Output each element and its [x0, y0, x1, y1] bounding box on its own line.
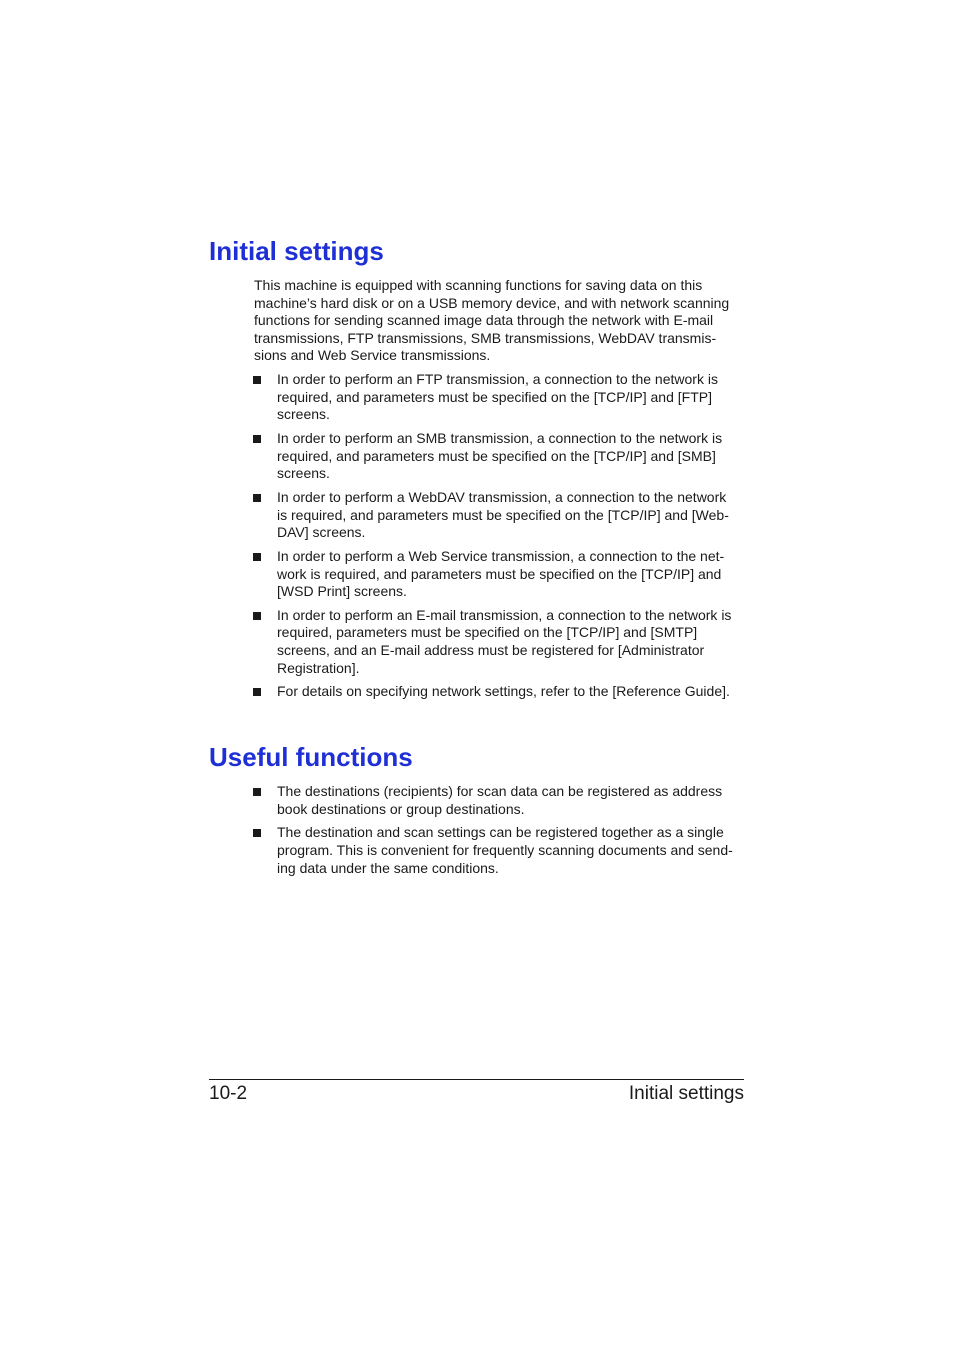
- list-item: [0, 548, 954, 601]
- list-item-line: required, and parameters must be specified on the [TCP/IP] and [SMB]: [277, 447, 716, 464]
- intro-line: sions and Web Service transmissions.: [254, 347, 491, 364]
- bullet-square-icon: [253, 435, 261, 443]
- list-item-line: required, and parameters must be specified on the [TCP/IP] and [FTP]: [277, 388, 712, 405]
- list-item-line: In order to perform an SMB transmission, a connection to the network is: [277, 429, 723, 446]
- list-item-line: DAV] screens.: [277, 524, 366, 541]
- bullet-square-icon: [253, 688, 261, 696]
- bullet-square-icon: [253, 829, 261, 837]
- list-item: [0, 824, 954, 877]
- list-item: [0, 489, 954, 542]
- list-item: [0, 783, 954, 818]
- bullet-square-icon: [253, 788, 261, 796]
- page-number: 10-2: [209, 1083, 248, 1104]
- list-item-line: screens.: [277, 406, 330, 423]
- list-item-line: [WSD Print] screens.: [277, 583, 407, 600]
- bullet-square-icon: [253, 376, 261, 384]
- intro-paragraph: [254, 277, 749, 365]
- list-item-line: For details on specifying network settings, refer to the [Reference Guide].: [277, 683, 730, 700]
- intro-line: machine’s hard disk or on a USB memory device, and with network scanning: [254, 294, 730, 311]
- list-item-line: work is required, and parameters must be specified on the [TCP/IP] and: [277, 565, 722, 582]
- list-item-line: Registration].: [277, 659, 360, 676]
- list-item-line: The destination and scan settings can be registered together as a single: [277, 824, 724, 841]
- list-item-line: program. This is convenient for frequently scanning documents and send-: [277, 841, 733, 858]
- list-item-line: In order to perform a Web Service transmission, a connection to the net-: [277, 547, 725, 564]
- footer-divider: [209, 1079, 744, 1080]
- list-item-line: The destinations (recipients) for scan data can be registered as address: [277, 783, 723, 799]
- useful-functions-bullet-list: [0, 783, 954, 883]
- intro-line: This machine is equipped with scanning functions for saving data on this: [254, 277, 703, 293]
- list-item-line: screens.: [277, 465, 330, 482]
- bullet-square-icon: [253, 553, 261, 561]
- list-item: [0, 683, 954, 701]
- list-item: [0, 371, 954, 424]
- bullet-square-icon: [253, 612, 261, 620]
- intro-line: functions for sending scanned image data through the network with E-mail: [254, 312, 714, 329]
- list-item-line: required, parameters must be specified on the [TCP/IP] and [SMTP]: [277, 624, 698, 641]
- list-item-line: screens, and an E-mail address must be registered for [Administrator: [277, 642, 705, 659]
- section-title-initial-settings: Initial settings: [209, 236, 384, 266]
- list-item-line: In order to perform an E-mail transmission, a connection to the network is: [277, 606, 732, 623]
- list-item: [0, 607, 954, 677]
- list-item-line: In order to perform an FTP transmission, a connection to the network is: [277, 371, 718, 387]
- list-item-line: is required, and parameters must be specified on the [TCP/IP] and [Web-: [277, 506, 729, 523]
- list-item: [0, 430, 954, 483]
- initial-settings-bullet-list: [0, 371, 954, 707]
- list-item-line: ing data under the same conditions.: [277, 859, 499, 876]
- section-title-useful-functions: Useful functions: [209, 742, 413, 772]
- intro-line: transmissions, FTP transmissions, SMB transmissions, WebDAV transmis-: [254, 329, 717, 346]
- list-item-line: book destinations or group destinations.: [277, 800, 525, 817]
- bullet-square-icon: [253, 494, 261, 502]
- list-item-line: In order to perform a WebDAV transmission, a connection to the network: [277, 488, 727, 505]
- footer-section-name: Initial settings: [628, 1083, 744, 1104]
